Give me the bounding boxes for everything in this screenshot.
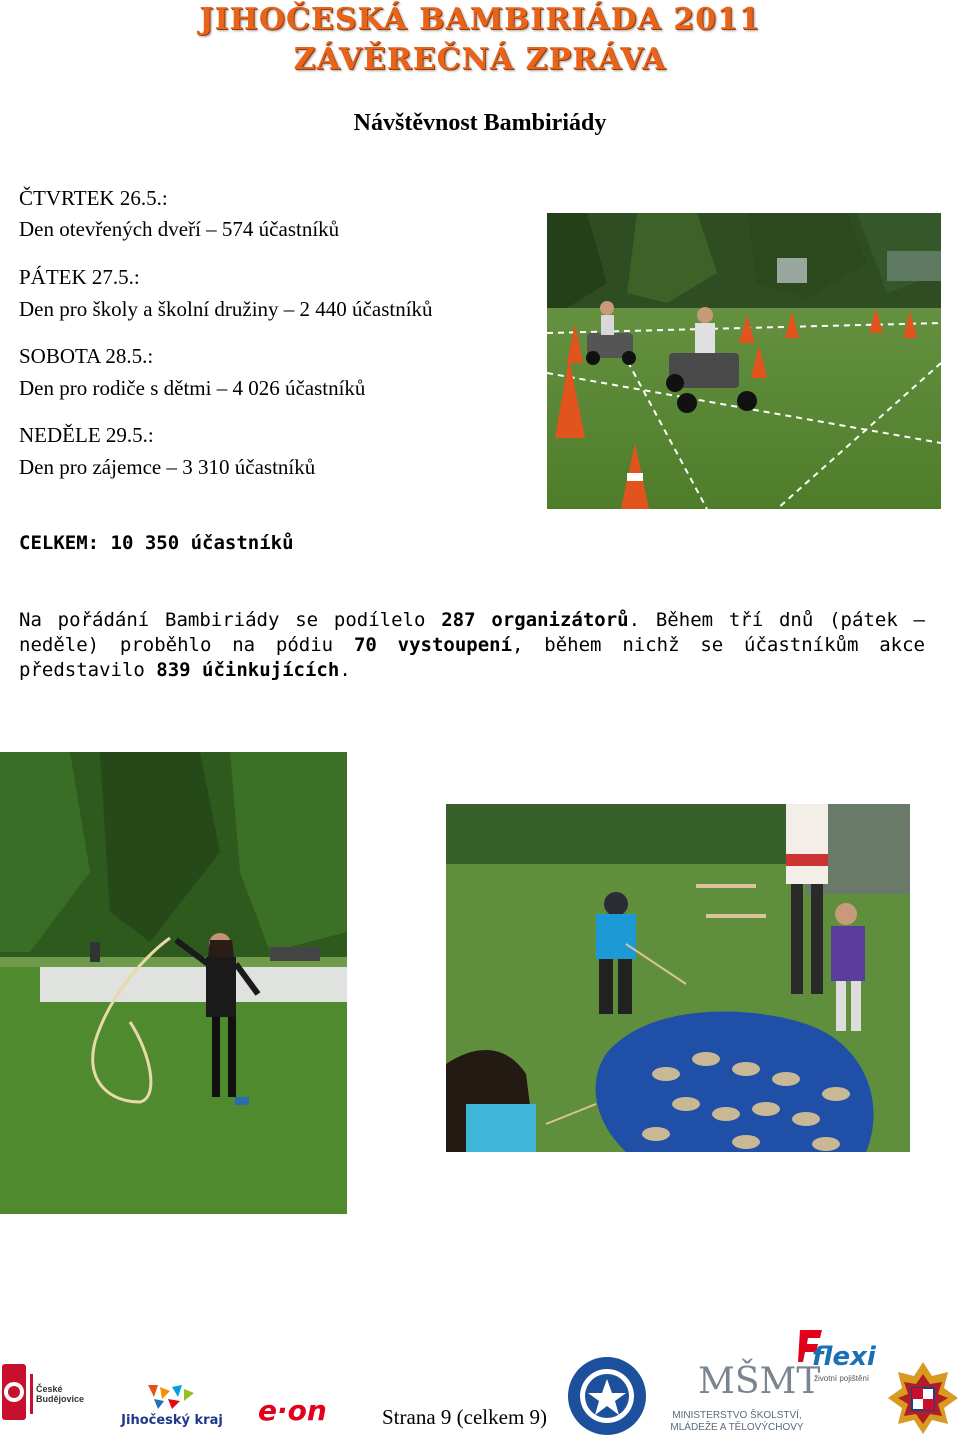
logo-ceske-budejovice (0, 1362, 84, 1426)
photo-fishing-game (446, 804, 910, 1152)
day-saturday-desc: Den pro rodiče s dětmi – 4 026 účastníků (19, 376, 366, 400)
total-attendance: CELKEM: 10 350 účastníků (19, 532, 294, 554)
day-friday-desc: Den pro školy a školní družiny – 2 440 účastníků (19, 297, 433, 321)
para-text-1: Na pořádání Bambiriády se podílelo (19, 609, 442, 631)
photo-go-karts (547, 213, 941, 509)
day-friday: PÁTEK 27.5.: (19, 265, 140, 289)
logo-flexi-sub: životní pojištění (814, 1374, 870, 1383)
logo-eon: e·on (258, 1394, 327, 1427)
logo-crdm (566, 1355, 648, 1437)
organizers-count: 287 organizátorů (441, 609, 629, 631)
logo-msmt-sub2: MLÁDEŽE A TĚLOVÝCHOVY (670, 1422, 804, 1433)
section-title: Návštěvnost Bambiriády (353, 110, 607, 136)
logo-flexi-text: flexi (812, 1342, 876, 1372)
para-text-3: , během nichž se účastníkům akce představilo (19, 634, 926, 681)
day-sunday: NEDĚLE 29.5.: (19, 423, 154, 447)
summary-paragraph (19, 608, 925, 683)
document-title: JIHOČESKÁ BAMBIRIÁDA 2011 (199, 2, 761, 37)
para-text-2: . Během tří dnů (pátek – neděle) proběhlo na pódiu (19, 609, 925, 656)
para-text-4: . (339, 659, 351, 681)
logo-fire-rescue (888, 1362, 958, 1434)
performances-count: 70 vystoupení (353, 634, 513, 656)
day-sunday-desc: Den pro zájemce – 3 310 účastníků (19, 455, 316, 479)
day-saturday: SOBOTA 28.5.: (19, 344, 154, 368)
logo-msmt-sub1: MINISTERSTVO ŠKOLSTVÍ, (672, 1410, 802, 1421)
day-thursday: ČTVRTEK 26.5.: (19, 186, 168, 210)
performers-count: 839 účinkujících (156, 659, 340, 681)
photo-rope-game (0, 752, 347, 1214)
document-subtitle: ZÁVĚREČNÁ ZPRÁVA (293, 42, 667, 77)
logo-jihocesky-kraj (118, 1383, 226, 1433)
logo-kraj-text: Jihočeský kraj (121, 1413, 223, 1428)
logo-budejovice-text: České Budějovice (36, 1384, 85, 1404)
logo-msmt-mark: MŠMT (698, 1361, 821, 1402)
logo-flexi (796, 1328, 876, 1388)
logo-msmt (664, 1361, 821, 1436)
day-thursday-desc: Den otevřených dveří – 574 účastníků (19, 217, 340, 241)
page-number: Strana 9 (celkem 9) (382, 1405, 548, 1429)
